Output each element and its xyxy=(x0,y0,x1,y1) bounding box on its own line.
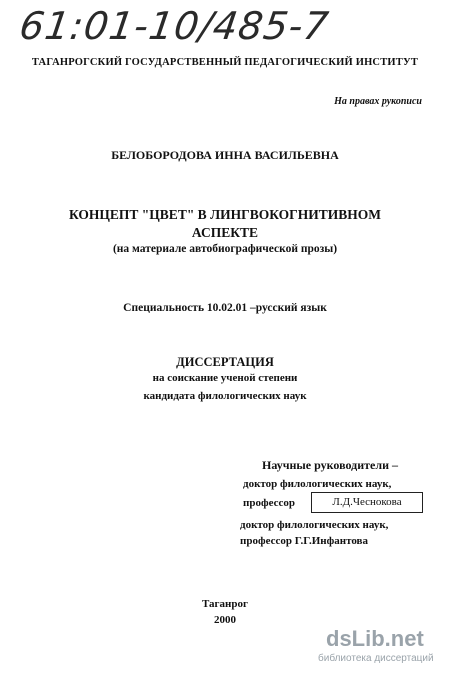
degree-line: на соискание ученой степени xyxy=(152,372,298,384)
dslib-watermark xyxy=(318,626,438,672)
city-name: Таганрог xyxy=(201,598,248,610)
dissertation-subtitle: (на материале автобиографической прозы) xyxy=(112,243,338,255)
dissertation-title-line-1: КОНЦЕПТ "ЦВЕТ" В ЛИНГВОКОГНИТИВНОМ xyxy=(68,207,382,222)
watermark-tagline: библиотека диссертаций xyxy=(318,653,434,664)
field-line: кандидата филологических наук xyxy=(143,390,307,402)
institute-name: ТАГАНРОГСКИЙ ГОСУДАРСТВЕННЫЙ ПЕДАГОГИЧЕСКИЙ ИНСТИТУТ xyxy=(31,57,419,68)
author-name: БЕЛОБОРОДОВА ИННА ВАСИЛЬЕВНА xyxy=(111,148,339,162)
supervisor-2-degree: доктор филологических наук, xyxy=(240,519,389,531)
dissertation-title-line-2: АСПЕКТЕ xyxy=(191,225,259,240)
supervisor-1-name-box: Л.Д.Чеснокова xyxy=(311,492,423,513)
supervisor-1-degree: доктор филологических наук, xyxy=(243,478,392,490)
supervisor-2-title-name: профессор Г.Г.Инфантова xyxy=(240,535,368,547)
watermark-logo: dsLib.net xyxy=(326,626,424,651)
supervisors-heading: Научные руководители – xyxy=(262,458,398,472)
speciality-line: Специальность 10.02.01 –русский язык xyxy=(123,302,327,314)
manuscript-rights-note: На правах рукописи xyxy=(334,96,422,107)
document-type-heading: ДИССЕРТАЦИЯ xyxy=(176,355,274,369)
supervisor-1-title: профессор xyxy=(243,497,295,509)
handwritten-archive-code: 61:01-10/485-7 xyxy=(16,4,332,48)
year: 2000 xyxy=(214,614,236,626)
